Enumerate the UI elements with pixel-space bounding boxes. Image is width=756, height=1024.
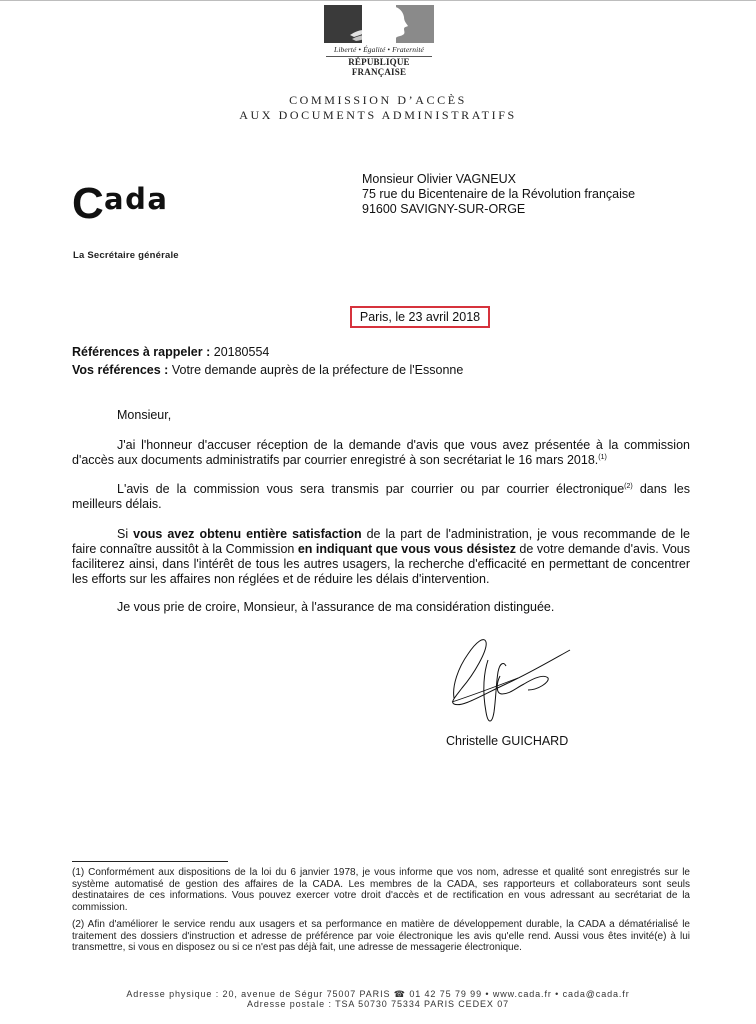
website-link[interactable]: www.cada.fr [492, 989, 552, 999]
recipient-street: 75 rue du Bicentenaire de la Révolution française [362, 187, 636, 201]
marianne-profile-icon [346, 5, 412, 43]
reference-to-recall [72, 343, 463, 361]
cada-logo-text: ada [104, 182, 169, 216]
paragraph-withdrawal [72, 527, 690, 587]
footnote-divider [72, 861, 228, 862]
paragraph-3-text-a: Si [117, 527, 134, 541]
telephone-icon: ☎ [393, 989, 406, 999]
email-link[interactable]: cada@cada.fr [562, 989, 630, 999]
footnote-ref-1: (1) [598, 454, 607, 461]
republique-francaise-logo [324, 5, 434, 77]
paragraph-2-text-b: dans les meilleurs délais. [72, 482, 690, 511]
phone-number: 01 42 75 79 99 [409, 989, 482, 999]
paragraph-opinion-delivery [72, 482, 690, 512]
paragraph-3-text-c: de votre demande d'avis. Vous faciliterez ainsi, dans l'intérêt de tous les autres usagers, la recherche d'efficacité en permettant de concentrer les efforts sur les affaires non réglées et de réduire les délais d'intervention. [72, 542, 691, 586]
logo-republique-francaise: RÉPUBLIQUE FRANÇAISE [348, 57, 410, 77]
physical-address: Adresse physique : 20, avenue de Ségur 75007 PARIS [126, 989, 391, 999]
paragraph-acknowledgement [72, 438, 690, 468]
footnote-2: (2) Afin d'améliorer le service rendu aux usagers et sa performance en matière de développement durable, la CADA a dématérialisé le traitement des dossiers d'instruction et adresse de préférence par voie électronique les avis qu'elle rend. Aussi vous êtes invité(e) à lui transmettre, si vous en disposez ou si ce n'est pas déjà fait, une adresse de messagerie électronique. [72, 919, 690, 954]
paragraph-3-bold-withdraw: en indiquant que vous vous désistez [297, 542, 516, 556]
recipient-name: Monsieur Olivier VAGNEUX [362, 172, 516, 186]
commission-title-line-2: AUX DOCUMENTS ADMINISTRATIFS [239, 108, 517, 122]
paragraph-3-text-b: de la part de l'administration, je vous recommande de le faire connaître aussitôt à la Commission [72, 527, 690, 556]
your-reference-value: Votre demande auprès de la préfecture de l'Essonne [171, 363, 464, 377]
paragraph-2-text-a: L'avis de la commission vous sera transmis par courrier ou par courrier électronique [117, 482, 625, 496]
footnote-1: (1) Conformément aux dispositions de la loi du 6 janvier 1978, je vous informe que vos nom, adresse et qualité sont enregistrés sur le système automatisé de gestion des affaires de la CADA. Les membres de la CADA, ses rapporteurs et collaborateurs sont seuls destinataires de ces informations. Vous pouvez exercer votre droit d'accès et de rectification en vous adressant au secrétariat de la commission. [72, 867, 690, 913]
your-reference [72, 361, 463, 379]
cada-logo-initial: C [72, 179, 104, 228]
letter-date-highlighted [350, 306, 490, 328]
recipient-city: 91600 SAVIGNY-SUR-ORGE [362, 202, 526, 216]
footnote-ref-2: (2) [624, 483, 633, 490]
closing-formula: Je vous prie de croire, Monsieur, à l'assurance de ma considération distinguée. [117, 600, 555, 614]
reference-value: 20180554 [213, 345, 270, 359]
page-top-border [0, 0, 756, 1]
commission-title-line-1: COMMISSION D’ACCÈS [289, 93, 467, 107]
sender-title: La Secrétaire générale [73, 250, 179, 261]
references-block [72, 343, 463, 379]
footer-postal-address: Adresse postale : TSA 50730 75334 PARIS CEDEX 07 [247, 999, 509, 1009]
separator: • [485, 989, 490, 999]
your-reference-label: Vos références : [72, 363, 169, 377]
salutation: Monsieur, [117, 408, 172, 422]
letter-date: Paris, le 23 avril 2018 [359, 310, 481, 324]
paragraph-1-text: J'ai l'honneur d'accuser réception de la demande d'avis que vous avez présentée à la commission d'accès aux documents administratifs par courrier enregistré à son secrétariat le 16 mars 2018. [72, 438, 690, 467]
handwritten-signature-icon [440, 632, 580, 732]
footer-physical-address [0, 989, 756, 1000]
logo-motto: Liberté • Égalité • Fraternité [334, 45, 424, 54]
paragraph-3-bold-satisfaction: vous avez obtenu entière satisfaction [133, 527, 362, 541]
reference-label: Références à rappeler : [72, 345, 211, 359]
signatory-name: Christelle GUICHARD [446, 734, 569, 748]
recipient-address [362, 172, 635, 217]
separator: • [555, 989, 560, 999]
